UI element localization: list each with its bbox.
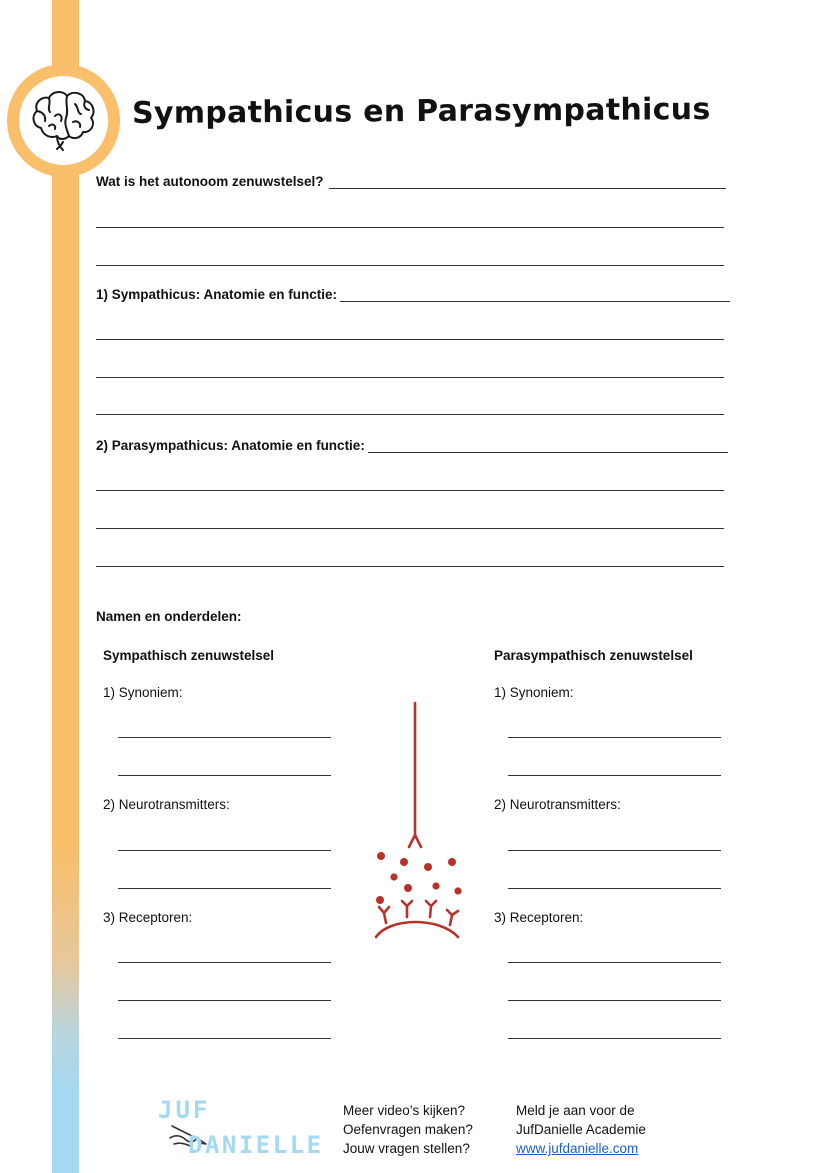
- answer-line[interactable]: [508, 962, 721, 963]
- answer-line[interactable]: [96, 265, 724, 266]
- section-heading: Namen en onderdelen:: [96, 609, 242, 624]
- answer-line[interactable]: [508, 850, 721, 851]
- footer-line: Oefenvragen maken?: [343, 1122, 473, 1137]
- right-item-synoniem: 1) Synoniem:: [494, 685, 574, 700]
- footer-line: Meer video’s kijken?: [343, 1103, 466, 1118]
- left-item-receptoren: 3) Receptoren:: [103, 910, 193, 925]
- column-title-parasympathisch: Parasympathisch zenuwstelsel: [494, 648, 693, 663]
- answer-line[interactable]: [508, 775, 721, 776]
- header-badge: [7, 64, 120, 177]
- page-title: Sympathicus en Parasympathicus: [131, 91, 711, 132]
- answer-line[interactable]: [118, 1038, 331, 1039]
- question-sympathicus: 1) Sympathicus: Anatomie en functie:: [96, 287, 338, 302]
- answer-line[interactable]: [340, 301, 730, 302]
- answer-line[interactable]: [118, 962, 331, 963]
- answer-line[interactable]: [508, 888, 721, 889]
- answer-line[interactable]: [96, 528, 724, 529]
- answer-line[interactable]: [508, 1038, 721, 1039]
- left-item-neurotransmitters: 2) Neurotransmitters:: [103, 797, 230, 812]
- answer-line[interactable]: [508, 1000, 721, 1001]
- answer-line[interactable]: [118, 1000, 331, 1001]
- answer-line[interactable]: [329, 188, 726, 189]
- brain-icon: [19, 76, 108, 165]
- answer-line[interactable]: [96, 227, 724, 228]
- answer-line[interactable]: [368, 452, 728, 453]
- footer-line: Jouw vragen stellen?: [343, 1141, 470, 1156]
- footer-col2: [516, 1101, 646, 1158]
- answer-line[interactable]: [118, 737, 331, 738]
- answer-line[interactable]: [96, 377, 724, 378]
- footer-line: Meld je aan voor de: [516, 1103, 635, 1118]
- left-item-synoniem: 1) Synoniem:: [103, 685, 183, 700]
- answer-line[interactable]: [96, 490, 724, 491]
- answer-line[interactable]: [508, 737, 721, 738]
- logo-text-bottom: DANIELLE: [188, 1131, 324, 1159]
- logo-text-top: JUF: [158, 1096, 211, 1124]
- column-title-sympathisch: Sympathisch zenuwstelsel: [103, 648, 275, 663]
- question-autonoom: Wat is het autonoom zenuwstelsel?: [96, 174, 324, 189]
- website-link[interactable]: www.jufdanielle.com: [516, 1141, 639, 1156]
- right-item-receptoren: 3) Receptoren:: [494, 910, 584, 925]
- right-item-neurotransmitters: 2) Neurotransmitters:: [494, 797, 621, 812]
- footer-line: JufDanielle Academie: [516, 1122, 646, 1137]
- answer-line[interactable]: [118, 850, 331, 851]
- answer-line[interactable]: [118, 888, 331, 889]
- synapse-icon: [360, 695, 470, 945]
- answer-line[interactable]: [96, 566, 724, 567]
- answer-line[interactable]: [118, 775, 331, 776]
- question-parasympathicus: 2) Parasympathicus: Anatomie en functie:: [96, 438, 365, 453]
- answer-line[interactable]: [96, 414, 724, 415]
- answer-line[interactable]: [96, 339, 724, 340]
- footer-col1: [343, 1101, 473, 1158]
